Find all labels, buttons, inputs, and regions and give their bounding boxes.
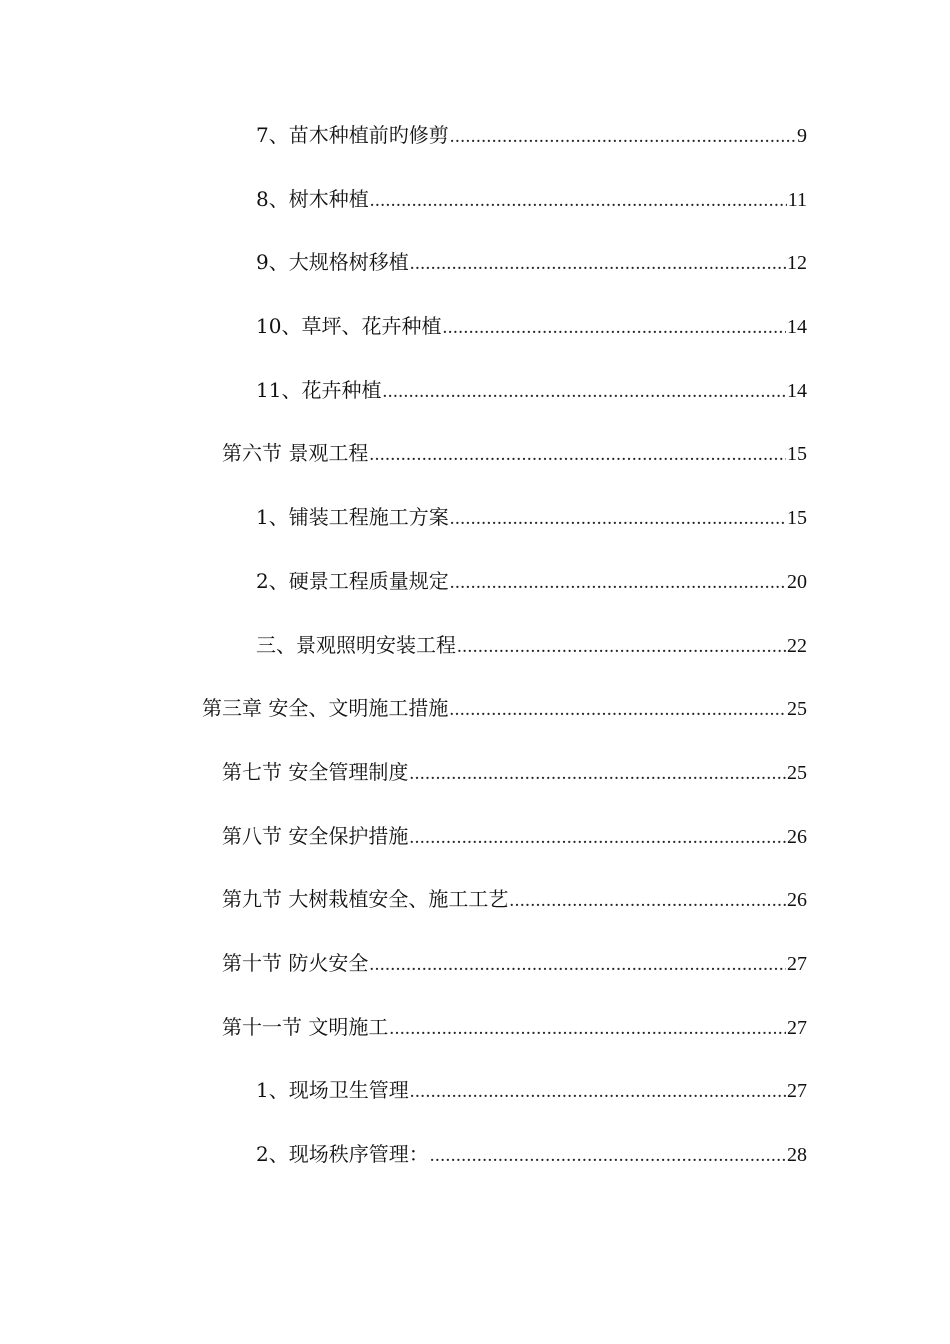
toc-entry-page-number: 26 xyxy=(787,889,807,912)
toc-entry-title: 三、景观照明安装工程 xyxy=(256,632,456,657)
toc-dot-leader xyxy=(370,182,787,220)
toc-entry-page-number: 27 xyxy=(787,1080,807,1103)
toc-entry-page-number: 25 xyxy=(787,698,807,721)
toc-entry-title: 第九节 大树栽植安全、施工工艺 xyxy=(222,887,509,912)
toc-entry-page-number: 15 xyxy=(787,507,807,530)
toc-entry-page-number: 20 xyxy=(787,570,807,593)
toc-dot-leader xyxy=(457,628,786,666)
toc-entry-title: 1、现场卫生管理 xyxy=(256,1078,409,1103)
toc-entry-title: 第十一节 文明施工 xyxy=(222,1014,389,1039)
toc-entry-title: 第七节 安全管理制度 xyxy=(222,759,409,784)
toc-entry-title: 第三章 安全、文明施工措施 xyxy=(202,696,449,721)
toc-entry-title: 1、铺装工程施工方案 xyxy=(256,505,449,530)
toc-dot-leader xyxy=(410,245,786,283)
toc-entry-page-number: 25 xyxy=(787,761,807,784)
toc-dot-leader xyxy=(449,691,786,729)
toc-dot-leader xyxy=(442,309,786,347)
toc-entry[interactable] xyxy=(0,434,950,498)
toc-entry[interactable] xyxy=(0,307,950,371)
toc-dot-leader xyxy=(450,118,796,156)
toc-entry-page-number: 9 xyxy=(797,125,807,147)
toc-dot-leader xyxy=(450,500,786,538)
toc-entry-title: 9、大规格树移植 xyxy=(256,250,409,275)
table-of-contents xyxy=(0,116,950,1199)
toc-entry-title: 7、苗木种植前旳修剪 xyxy=(256,123,449,147)
toc-dot-leader xyxy=(409,755,786,793)
toc-entry-page-number: 12 xyxy=(787,252,807,275)
toc-entry[interactable] xyxy=(0,562,950,626)
toc-entry-title: 第十节 防火安全 xyxy=(222,950,369,975)
toc-dot-leader xyxy=(409,819,786,857)
toc-entry-page-number: 28 xyxy=(787,1144,807,1166)
toc-entry-page-number: 14 xyxy=(787,316,807,339)
toc-entry[interactable] xyxy=(0,1071,950,1135)
toc-entry[interactable] xyxy=(0,371,950,435)
toc-dot-leader xyxy=(389,1010,786,1048)
toc-entry-title: 2、现场秩序管理： xyxy=(256,1142,429,1166)
toc-entry[interactable] xyxy=(0,626,950,690)
toc-entry-page-number: 27 xyxy=(787,1016,807,1039)
toc-entry[interactable] xyxy=(0,880,950,944)
toc-entry-title: 第六节 景观工程 xyxy=(222,441,369,466)
toc-entry-title: 8、树木种植 xyxy=(256,186,369,211)
toc-entry[interactable] xyxy=(0,116,950,180)
toc-entry-page-number: 11 xyxy=(787,188,807,211)
toc-entry-title: 第八节 安全保护措施 xyxy=(222,823,409,848)
toc-dot-leader xyxy=(369,436,786,474)
toc-entry-page-number: 14 xyxy=(787,379,807,402)
toc-entry[interactable] xyxy=(0,1008,950,1072)
toc-entry-title: 11、花卉种植 xyxy=(256,377,382,402)
toc-dot-leader xyxy=(410,1073,786,1111)
toc-entry-page-number: 22 xyxy=(787,634,807,657)
toc-entry[interactable] xyxy=(0,180,950,244)
toc-entry[interactable] xyxy=(0,498,950,562)
toc-entry[interactable] xyxy=(0,753,950,817)
toc-dot-leader xyxy=(509,882,786,920)
toc-dot-leader xyxy=(450,564,786,602)
toc-dot-leader xyxy=(430,1137,786,1175)
toc-entry[interactable] xyxy=(0,243,950,307)
toc-dot-leader xyxy=(382,373,786,411)
toc-entry[interactable] xyxy=(0,1135,950,1199)
toc-entry-page-number: 27 xyxy=(787,952,807,975)
toc-entry-title: 10、草坪、花卉种植 xyxy=(256,314,442,339)
toc-dot-leader xyxy=(369,946,786,984)
toc-entry-page-number: 15 xyxy=(787,443,807,466)
toc-entry-page-number: 26 xyxy=(787,825,807,848)
toc-entry-title: 2、硬景工程质量规定 xyxy=(256,568,449,593)
toc-entry[interactable] xyxy=(0,689,950,753)
toc-entry[interactable] xyxy=(0,817,950,881)
toc-entry[interactable] xyxy=(0,944,950,1008)
